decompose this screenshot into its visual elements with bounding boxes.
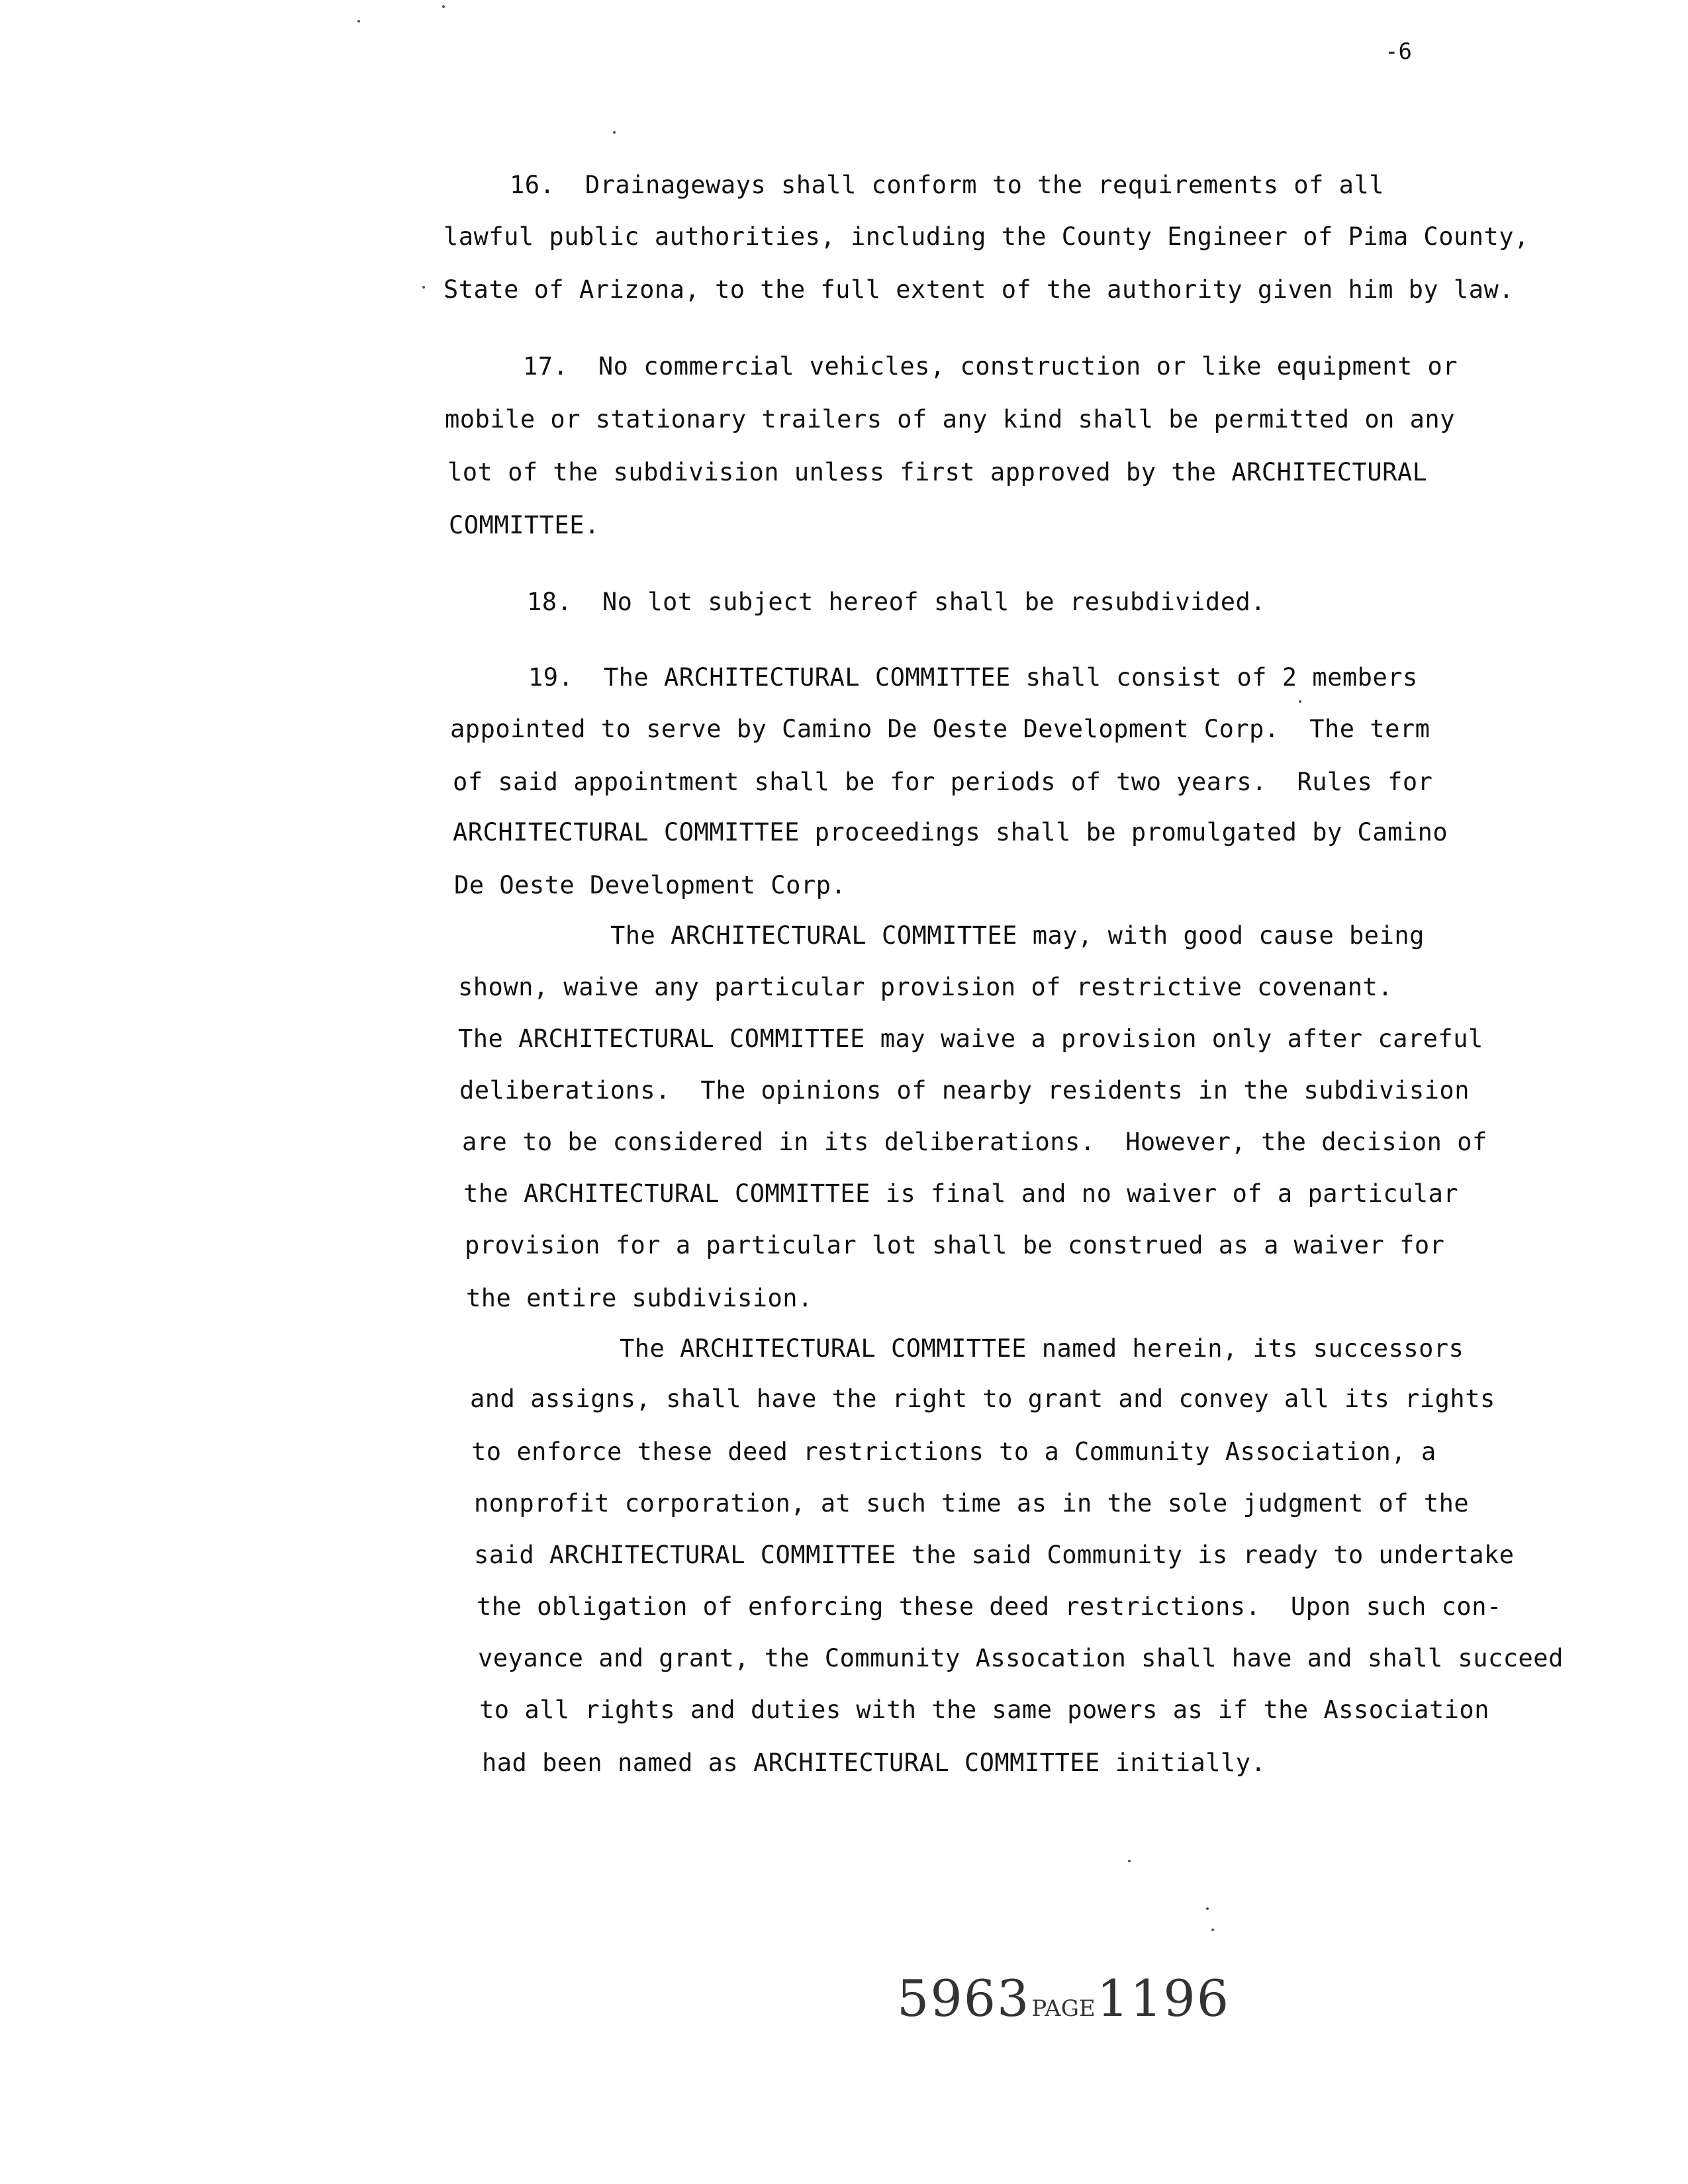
assignment-paragraph-line-3: to enforce these deed restrictions to a Community Association, a (471, 1437, 1436, 1466)
assignment-paragraph-line-6: the obligation of enforcing these deed restrictions. Upon such con- (477, 1592, 1502, 1621)
paragraph-19-line-5: De Oeste Development Corp. (454, 871, 847, 899)
assignment-paragraph-line-1: The ARCHITECTURAL COMMITTEE named herein, its successors (620, 1334, 1464, 1363)
recorded-page-number: 1196 (1096, 1969, 1231, 2028)
paragraph-17-line-3: lot of the subdivision unless first approved by the ARCHITECTURAL (447, 458, 1428, 486)
scan-speck (1206, 1907, 1209, 1910)
assignment-paragraph-line-9: had been named as ARCHITECTURAL COMMITTEE initially. (482, 1749, 1266, 1777)
paragraph-19-line-3: of said appointment shall be for periods of two years. Rules for (453, 768, 1433, 796)
page-number: -6 (1385, 38, 1412, 65)
waiver-paragraph-line-5: are to be considered in its deliberations. However, the decision of (462, 1128, 1487, 1156)
assignment-paragraph-line-4: nonprofit corporation, at such time as in the sole judgment of the (474, 1489, 1470, 1518)
waiver-paragraph-line-6: the ARCHITECTURAL COMMITTEE is final and no waiver of a particular (463, 1179, 1459, 1208)
book-number: 5963 (897, 1969, 1031, 2028)
waiver-paragraph-line-8: the entire subdivision. (466, 1284, 813, 1312)
scan-speck (613, 131, 616, 134)
waiver-paragraph-line-3: The ARCHITECTURAL COMMITTEE may waive a provision only after careful (458, 1024, 1483, 1053)
paragraph-19-line-1: 19. The ARCHITECTURAL COMMITTEE shall consist of 2 members (528, 663, 1418, 692)
recording-stamp (897, 1969, 1230, 2028)
paragraph-17-line-4: COMMITTEE. (449, 511, 600, 539)
paragraph-19-line-4: ARCHITECTURAL COMMITTEE proceedings shall be promulgated by Camino (453, 818, 1448, 846)
assignment-paragraph-line-5: said ARCHITECTURAL COMMITTEE the said Community is ready to undertake (474, 1541, 1515, 1569)
paragraph-17-line-1: 17. No commercial vehicles, construction or like equipment or (523, 352, 1458, 381)
scan-speck (1299, 700, 1301, 703)
scan-speck (422, 286, 425, 289)
waiver-paragraph-line-1: The ARCHITECTURAL COMMITTEE may, with good cause being (610, 921, 1425, 950)
assignment-paragraph-line-8: to all rights and duties with the same powers as if the Association (479, 1696, 1489, 1724)
paragraph-18-line-1: 18. No lot subject hereof shall be resubdivided. (527, 588, 1266, 616)
paragraph-16-line-3: State of Arizona, to the full extent of the authority given him by law. (444, 275, 1515, 304)
scan-speck (1211, 1929, 1214, 1931)
waiver-paragraph-line-7: provision for a particular lot shall be construed as a waiver for (465, 1231, 1445, 1259)
paragraph-17-line-2: mobile or stationary trailers of any kind shall be permitted on any (445, 405, 1455, 433)
waiver-paragraph-line-2: shown, waive any particular provision of restrictive covenant. (458, 973, 1393, 1001)
paragraph-16-line-2: lawful public authorities, including the County Engineer of Pima County, (444, 222, 1529, 251)
assignment-paragraph-line-7: veyance and grant, the Community Assocation shall have and shall succeed (478, 1644, 1564, 1672)
waiver-paragraph-line-4: deliberations. The opinions of nearby residents in the subdivision (459, 1076, 1470, 1105)
scan-speck (1128, 1860, 1131, 1862)
assignment-paragraph-line-2: and assigns, shall have the right to grant and convey all its rights (470, 1385, 1495, 1413)
paragraph-19-line-2: appointed to serve by Camino De Oeste Development Corp. The term (450, 715, 1430, 743)
page-word: PAGE (1031, 1995, 1096, 2022)
paragraph-16-line-1: 16. Drainageways shall conform to the requirements of all (510, 171, 1385, 199)
scan-speck (357, 20, 360, 23)
scan-speck (442, 5, 445, 8)
